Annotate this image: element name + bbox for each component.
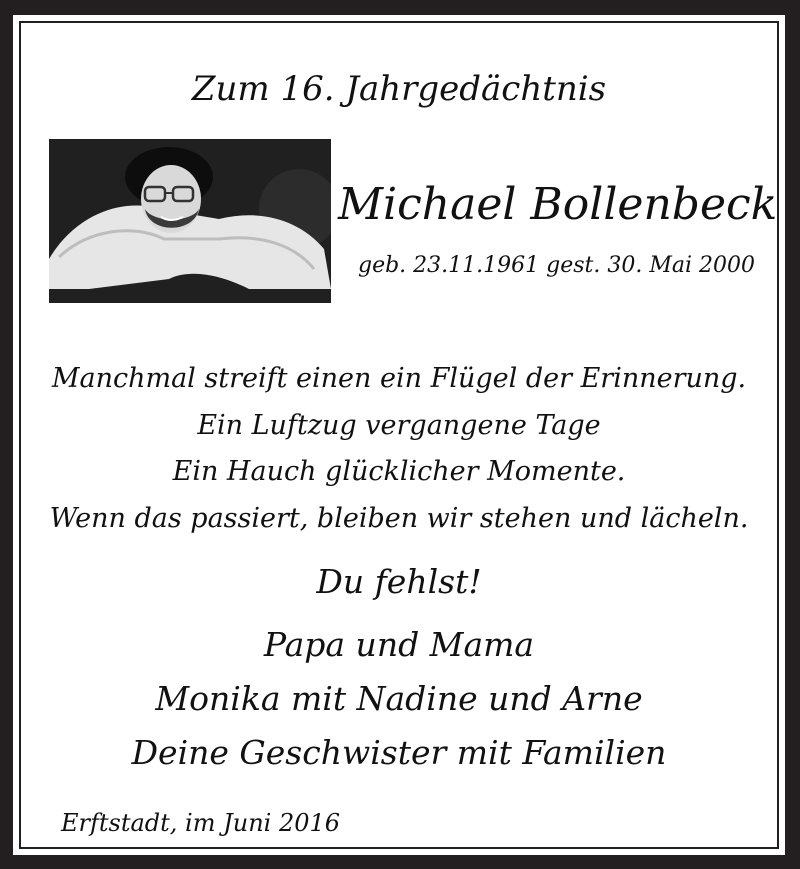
verse-line: Ein Hauch glücklicher Momente. (172, 456, 626, 487)
missing-message: Du fehlst! (316, 562, 482, 601)
verse-line: Wenn das passiert, bleiben wir stehen und lächeln. (49, 503, 749, 534)
portrait-photo (49, 139, 331, 303)
signature-line: Deine Geschwister mit Familien (131, 733, 667, 772)
place-date: Erftstadt, im Juni 2016 (61, 809, 341, 837)
verse-line: Manchmal streift einen ein Flügel der Erinnerung. (51, 363, 747, 394)
signature-line: Monika mit Nadine und Arne (155, 679, 643, 718)
notice-title: Zum 16. Jahrgedächtnis (191, 69, 607, 109)
person-name: Michael Bollenbeck (338, 179, 778, 230)
verse-line: Ein Luftzug vergangene Tage (197, 410, 601, 441)
life-dates: geb. 23.11.1961 gest. 30. Mai 2000 (358, 253, 755, 278)
obituary-notice (13, 15, 785, 855)
signature-line: Papa und Mama (263, 625, 535, 664)
